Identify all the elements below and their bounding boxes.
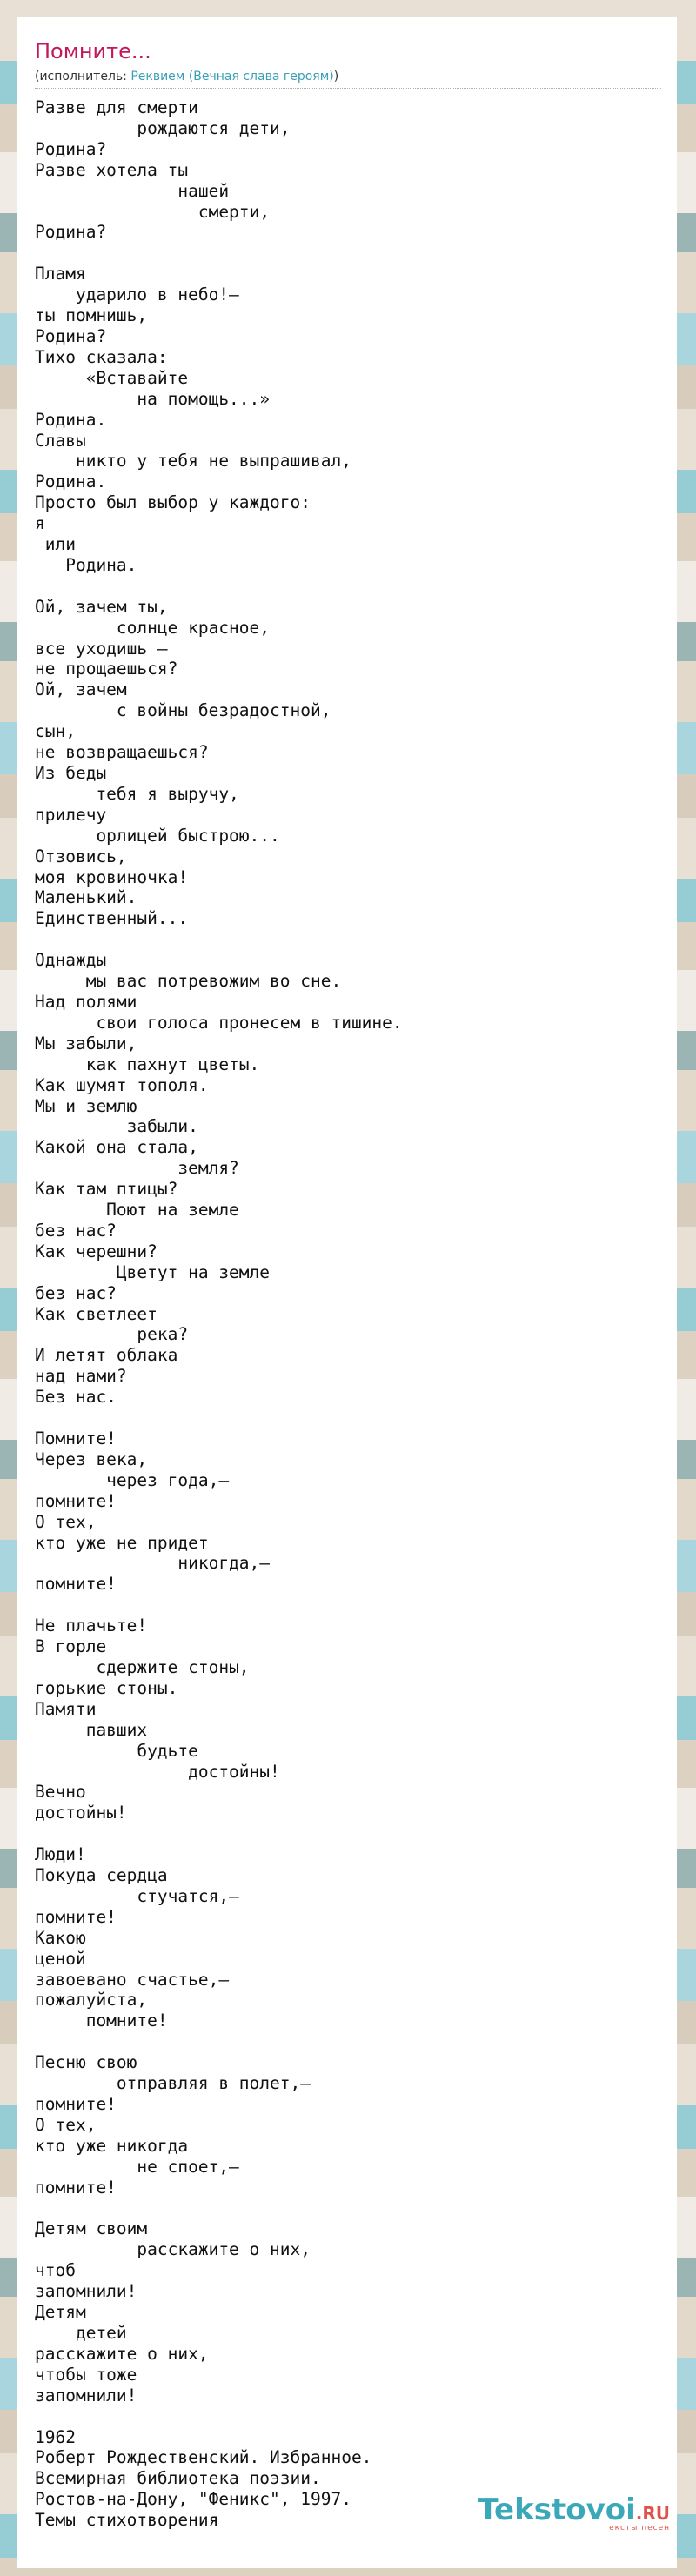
- performer-line: [35, 68, 661, 89]
- performer-link[interactable]: Реквием (Вечная слава героям): [130, 70, 334, 84]
- song-title: Помните...: [35, 39, 151, 64]
- logo-main-text: Tekstovoi: [478, 2492, 636, 2527]
- logo-tagline: тексты песен: [603, 2524, 670, 2533]
- site-logo[interactable]: [478, 2492, 670, 2533]
- lyrics-text: Разве для смерти рождаются дети, Родина? Разве хотела ты нашей смерти, Родина? Пламя ударило в небо!— ты помнишь, Родина? Тихо сказала: «Вставайте на помощь...» Родина. Славы никто у тебя не выпрашивал, Родина. Просто был выбор у каждого: я или Родина. Ой, зачем ты, солнце красное, все уходишь — не прощаешься? Ой, зачем с войны безрадостной, сын, не возвращаешься? Из беды тебя я выручу, прилечу орлицей быстрою... Отзовись, моя кровиночка! Маленький. Единственный... Однажды мы вас потревожим во сне. Над полями свои голоса пронесем в тишине. Мы забыли, как пахнут цветы. Как шумят тополя. Мы и землю забыли. Какой она стала, земля? Как там птицы? Поют на земле без нас? Как черешни? Цветут на земле без нас? Как светлеет река? И летят облака над нами? Без нас. Помните! Через века, через года,— помните! О тех, кто уже не придет никогда,— помните! Не плачьте! В горле сдержите стоны, горькие стоны. Памяти павших будьте достойны! Вечно достойны! Люди! Покуда сердца стучатся,— помните! Какою ценой завоевано счастье,— пожалуйста, помните! Песню свою отправляя в полет,— помните! О тех, кто уже никогда не споет,— помните! Детям своим расскажите о них, чтоб запомнили! Детям детей расскажите о них, чтобы тоже запомнили! 1962 Роберт Рождественский. Избранное. Всемирная библиотека поэзии. Ростов-на-Дону, "Феникс", 1997. Темы стихотворения: [35, 97, 403, 2531]
- performer-prefix: (исполнитель:: [35, 70, 131, 84]
- lyrics-card: [17, 17, 677, 2568]
- performer-suffix: ): [333, 70, 339, 84]
- logo-tld-text: .RU: [635, 2503, 670, 2524]
